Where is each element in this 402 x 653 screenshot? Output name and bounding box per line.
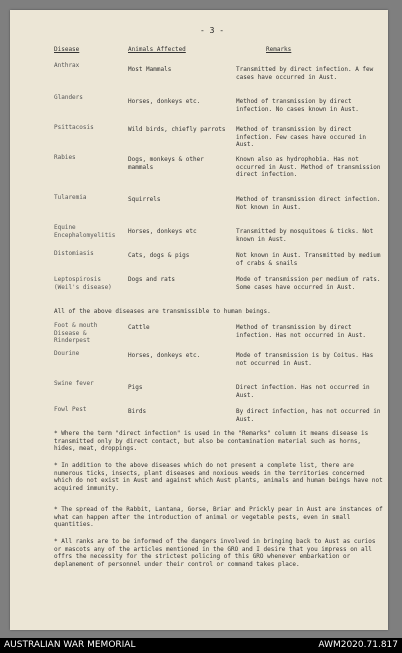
row-animals: Cattle (128, 324, 150, 331)
row-animals: Pigs (128, 384, 143, 391)
row-disease: Foot & mouth Disease & Rinderpest (54, 322, 98, 344)
row-remarks: Mode of transmission is by Coitus. Has not occurred in Aust. (236, 352, 374, 367)
row-disease: Psittacosis (54, 124, 94, 131)
row-disease: Equine Encephalomyelitis (54, 224, 116, 239)
header-remarks: Remarks (266, 46, 292, 53)
row-animals: Horses, donkeys etc. (128, 352, 201, 359)
row-animals: Horses, donkeys etc. (128, 98, 201, 105)
note-paragraph: * Where the term "direct infection" is used in the "Remarks" column it means disease is transmitted only by direct contact, but also be contamination material such as horns, hides, meat, droppings. (54, 430, 369, 452)
row-disease: Anthrax (54, 62, 80, 69)
row-remarks: Method of transmission direct infection. Not known in Aust. (236, 196, 381, 211)
row-remarks: Transmitted by mosquitoes & ticks. Not known in Aust. (236, 228, 374, 243)
row-remarks: Direct infection. Has not occurred in Aust. (236, 384, 370, 399)
note-paragraph: * The spread of the Rabbit, Lantana, Gorse, Briar and Prickly pear in Aust are instances of what can happen after the introduction of animal or vegetable pests, even in small quantities. (54, 506, 383, 528)
page-number: - 3 - (200, 26, 225, 35)
row-disease: Leptospirosis (Weil's disease) (54, 276, 112, 291)
row-disease: Dourine (54, 350, 80, 357)
note-paragraph: * In addition to the above diseases which do not present a complete list, there are numerous ticks, insects, plant diseases and noxious weeds in the territories concerned which do not exist in Aust and against which Aust plants, animals and human beings have not acquired immunity. (54, 462, 383, 492)
row-remarks: Known also as hydrophobia. Has not occurred in Aust. Method of transmission direct infection. (236, 156, 381, 178)
header-disease: Disease (54, 46, 80, 53)
transmissible-note: All of the above diseases are transmissible to human beings. (54, 308, 271, 315)
row-animals: Cats, dogs & pigs (128, 252, 190, 259)
row-disease: Glanders (54, 94, 83, 101)
document-page (10, 10, 388, 630)
row-remarks: Transmitted by direct infection. A few cases have occurred in Aust. (236, 66, 374, 81)
footer-archive-name: AUSTRALIAN WAR MEMORIAL (4, 640, 136, 650)
footer-reference: AWM2020.71.817 (318, 640, 398, 650)
row-animals: Wild birds, chiefly parrots (128, 126, 226, 133)
row-animals: Dogs and rats (128, 276, 175, 283)
row-animals: Horses, donkeys etc (128, 228, 197, 235)
row-remarks: Method of transmission by direct infection. Few cases have occured in Aust. (236, 126, 367, 148)
row-disease: Swine fever (54, 380, 94, 387)
row-animals: Dogs, monkeys & other mammals (128, 156, 204, 171)
row-animals: Birds (128, 408, 147, 415)
archive-footer (0, 638, 402, 653)
row-remarks: Not known in Aust. Transmitted by medium of crabs & snails (236, 252, 381, 267)
row-remarks: Method of transmission by direct infection. Has not occurred in Aust. (236, 324, 367, 339)
row-animals: Most Mammals (128, 66, 172, 73)
row-remarks: By direct infection, has not occurred in Aust. (236, 408, 381, 423)
row-disease: Tularemia (54, 194, 87, 201)
row-disease: Rabies (54, 154, 76, 161)
row-disease: Distomiasis (54, 250, 94, 257)
note-paragraph: * All ranks are to be informed of the dangers involved in bringing back to Aust as curios or mascots any of the articles mentioned in the GRO and I desire that you impress on all offrs the necessity for the strictest policing of this GRO whenever embarkation or deplanement of personnel under their control or command takes place. (54, 538, 376, 568)
header-animals: Animals Affected (128, 46, 186, 53)
row-remarks: Mode of transmission per medium of rats. Some cases have occurred in Aust. (236, 276, 381, 291)
row-remarks: Method of transmission by direct infection. No cases known in Aust. (236, 98, 359, 113)
row-animals: Squirrels (128, 196, 161, 203)
row-disease: Fowl Pest (54, 406, 87, 413)
